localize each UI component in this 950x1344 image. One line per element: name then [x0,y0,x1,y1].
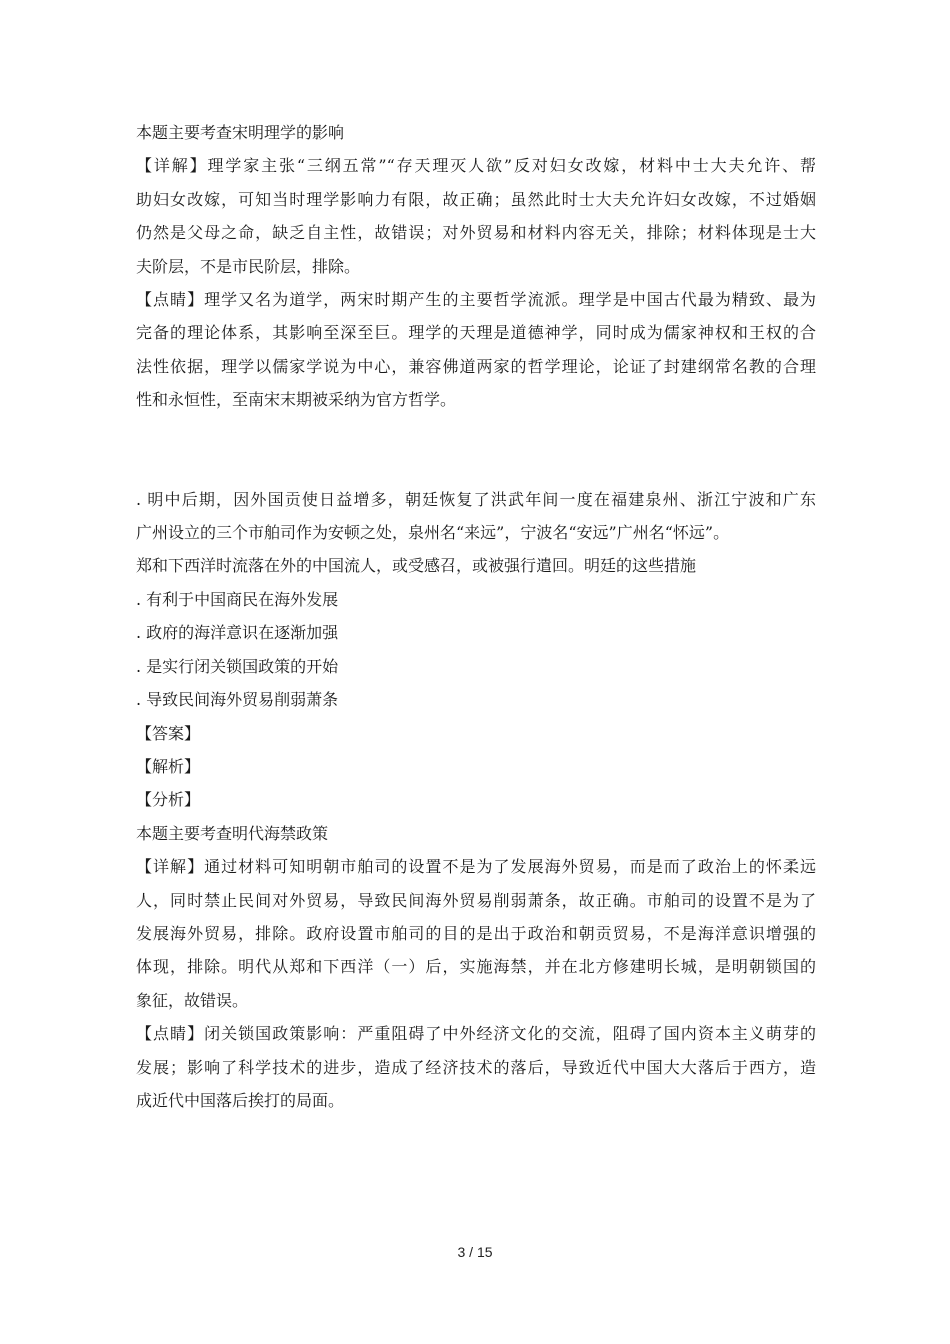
comment-line: 【点睛】理学又名为道学，两宋时期产生的主要哲学流派。理学是中国古代最为精致、最为 [136,290,816,310]
detail-line: 人，同时禁止民间对外贸易，导致民间海外贸易削弱萧条，故正确。市舶司的设置不是为了 [136,890,816,910]
question-stem: 郑和下西洋时流落在外的中国流人，或受感召，或被强行遣回。明廷的这些措施 [136,556,697,576]
detail-line: 【详解】理学家主张“三纲五常”“存天理灭人欲”反对妇女改嫁，材料中士大夫允许、帮 [136,156,816,176]
page-number: 3 / 15 [457,1244,493,1260]
question-block [136,483,816,1118]
detail-line: 【详解】通过材料可知明朝市舶司的设置不是为了发展海外贸易，而是而了政治上的怀柔远 [136,857,816,877]
detail-line: 体现，排除。明代从郑和下西洋（一）后，实施海禁，并在北方修建明长城，是明朝锁国的 [136,957,816,977]
detail-line: 仍然是父母之命，缺乏自主性，故错误；对外贸易和材料内容无关，排除；材料体现是士大 [136,223,816,243]
comment-line: 发展；影响了科学技术的进步，造成了经济技术的落后，导致近代中国大大落后于西方，造 [136,1057,816,1077]
spacer [136,417,816,483]
analysis-topic: 本题主要考查明代海禁政策 [136,823,329,843]
option-b: . 政府的海洋意识在逐渐加强 [136,623,339,643]
answer-heading: 【答案】 [136,723,201,743]
comment-line: 【点睛】闭关锁国政策影响：严重阻碍了中外经济文化的交流，阻碍了国内资本主义萌芽的 [136,1024,816,1044]
comment-line: 法性依据，理学以儒家学说为中心，兼容佛道两家的哲学理论，论证了封建纲常名教的合理 [136,356,816,376]
detail-line: 夫阶层，不是市民阶层，排除。 [136,256,361,276]
detail-line: 象征，故错误。 [136,990,249,1010]
detail-line: 发展海外贸易，排除。政府设置市舶司的目的是出于政治和朝贡贸易，不是海洋意识增强的 [136,923,816,943]
analysis-topic: 本题主要考查宋明理学的影响 [136,123,345,142]
document-body [136,116,816,1117]
question-stem: 广州设立的三个市舶司作为安顿之处，泉州名“来远”，宁波名“安远”广州名“怀远”。 [136,523,730,543]
detail-line: 助妇女改嫁，可知当时理学影响力有限，故正确；虽然此时士大夫允许妇女改嫁，不过婚姻 [136,189,816,209]
explanation-heading: 【解析】 [136,756,201,776]
comment-line: 成近代中国落后挨打的局面。 [136,1090,345,1110]
comment-line: 性和永恒性，至南宋末期被采纳为官方哲学。 [136,390,457,410]
option-c: . 是实行闭关锁国政策的开始 [136,656,339,676]
comment-line: 完备的理论体系，其影响至深至巨。理学的天理是道德神学，同时成为儒家神权和王权的合 [136,323,816,343]
option-d: . 导致民间海外贸易削弱萧条 [136,690,339,710]
question-stem: . 明中后期，因外国贡使日益增多，朝廷恢复了洪武年间一度在福建泉州、浙江宁波和广东 [136,489,816,509]
option-a: . 有利于中国商民在海外发展 [136,589,339,609]
answer-block-previous [136,116,816,417]
analysis-heading: 【分析】 [136,790,201,810]
